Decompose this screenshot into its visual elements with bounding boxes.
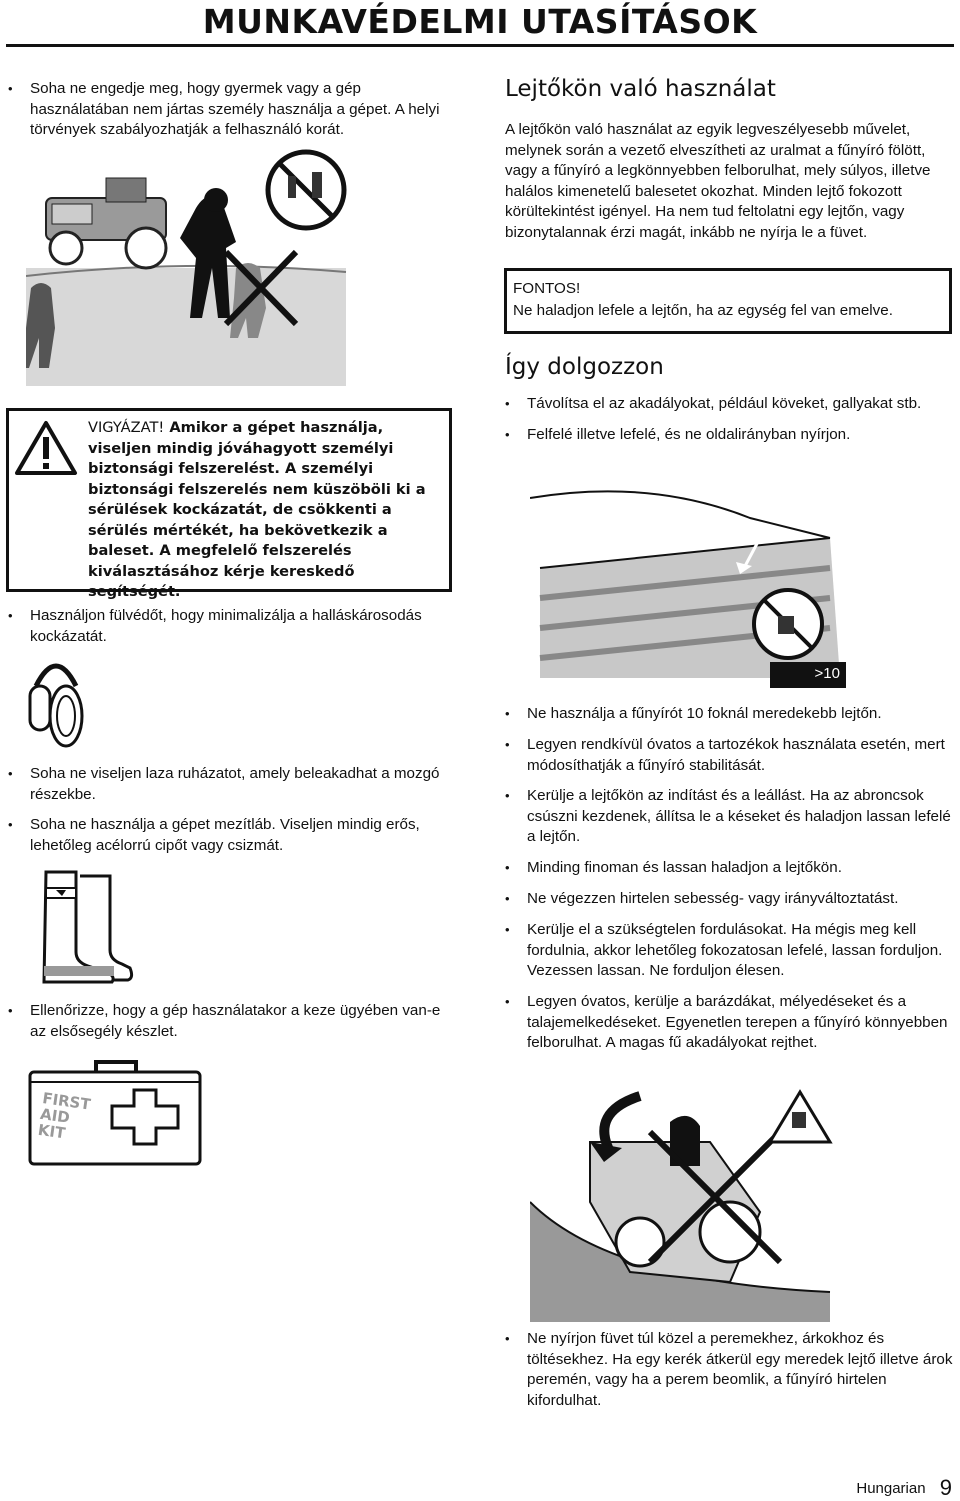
rollover-illustration: [530, 1082, 850, 1322]
page-title: MUNKAVÉDELMI UTASÍTÁSOK: [202, 2, 758, 41]
slope-sign: [770, 662, 846, 688]
bullet-firstaid: • Ellenőrizze, hogy a gép használatakor a keze ügyében van-e az elsősegély készlet.: [8, 1001, 453, 1042]
bullet-shoes: • Soha ne használja a gépet mezítláb. Viseljen mindig erős, lehetőleg acélorrú cipőt vagy csizmát.: [8, 815, 453, 856]
children-mower-illustration: [26, 148, 356, 388]
important-text: Ne haladjon lefele a lejtőn, ha az egység fel van emelve.: [513, 302, 893, 319]
first-aid-kit-label: FIRST AID KIT: [36, 1089, 92, 1143]
page-number: 9: [939, 1475, 952, 1500]
important-label: FONTOS!: [513, 280, 581, 297]
ear-protector-illustration: [26, 656, 86, 756]
slope-bullet-6: • Kerülje el a szükségtelen fordulásokat. Ha mégis meg kell fordulnia, akkor lehetőleg fokozatosan lefelé, lassan forduljon. Vezessen lassan. Ne forduljon élesen.: [505, 920, 957, 982]
edge-bullet: • Ne nyírjon füvet túl közel a peremekhez, árkokhoz és töltésekhez. Ha egy kerék átkerül egy meredek lejtő illetve árok peremén, vagy ha a perem beomlik, a fűnyíró hirtelen kifordulhat.: [505, 1329, 957, 1411]
work-bullet-1: • Távolítsa el az akadályokat, például köveket, gallyakat stb.: [505, 394, 957, 415]
boots-illustration: [26, 866, 136, 986]
slope-stripes-illustration: [530, 478, 850, 688]
title-rule: [6, 44, 954, 47]
page-footer: [856, 1475, 952, 1501]
work-heading: Így dolgozzon: [505, 354, 664, 380]
first-aid-kit-illustration: [26, 1058, 206, 1168]
slope-bullet-4: • Minding finoman és lassan haladjon a lejtőkön.: [505, 858, 957, 879]
bullet-clothing: • Soha ne viseljen laza ruházatot, amely beleakadhat a mozgó részekbe.: [8, 764, 453, 805]
footer-language: Hungarian: [856, 1480, 926, 1497]
slope-bullet-2: • Legyen rendkívül óvatos a tartozékok használata esetén, mert módosíthatják a fűnyíró stabilitását.: [505, 735, 957, 776]
bullet-hearing: • Használjon fülvédőt, hogy minimalizálja a halláskárosodás kockázatát.: [8, 606, 453, 647]
slope-bullet-3: • Kerülje a lejtőkön az indítást és a leállást. Ha az abroncsok csúszni kezdenek, állítsa le a késeket és haladjon lassan lefelé a lejtőn.: [505, 786, 957, 848]
slope-bullet-7: • Legyen óvatos, kerülje a barázdákat, mélyedéseket és a talajemelkedéseket. Egyenetlen terepen a fűnyíró könnyebben felborulhat. A magas fű akadályokat rejthet.: [505, 992, 957, 1054]
important-box: [504, 268, 952, 334]
bullet-children: • Soha ne engedje meg, hogy gyermek vagy a gép használatában nem jártas személy használja a gépet. A helyi törvények szabályozhatják a felhasználó korát.: [8, 79, 453, 141]
warning-text: [88, 418, 448, 603]
warning-triangle-icon: [14, 420, 78, 476]
slope-sign-label: >10: [814, 665, 840, 682]
slope-bullet-5: • Ne végezzen hirtelen sebesség- vagy irányváltoztatást.: [505, 889, 957, 910]
slopes-paragraph: A lejtőkön való használat az egyik legveszélyesebb művelet, melynek során a vezető elveszítheti az uralmat a fűnyíró fölött, vagy a fűnyíró a legkönnyebben felborulhat, mely súlyos, illetve halálos kimenetelű balesetet okozhat. Minden lejtő fokozott körültekintést igényel. Ha nem tud feltolatni egy lejtőn, vagy bizonytalannak érzi magát, inkább ne nyírja le a füvet.: [505, 121, 931, 241]
slopes-heading: Lejtőkön való használat: [505, 76, 776, 102]
warning-label: VIGYÁZAT!: [88, 419, 165, 436]
warning-body: Amikor a gépet használja, viseljen mindig jóváhagyott személyi biztonsági felszerelést. A személyi biztonsági felszerelés nem küszöböli ki a sérülések kockázatát, de csökkenti a sérülés mértékét, ha bekövetkezik a baleset. A megfelelő felszerelés kiválasztásához kérje kereskedő segítségét.: [88, 419, 426, 600]
work-bullet-2: • Felfelé illetve lefelé, és ne oldalirányban nyírjon.: [505, 425, 957, 446]
slope-bullet-1: • Ne használja a fűnyírót 10 foknál meredekebb lejtőn.: [505, 704, 957, 725]
